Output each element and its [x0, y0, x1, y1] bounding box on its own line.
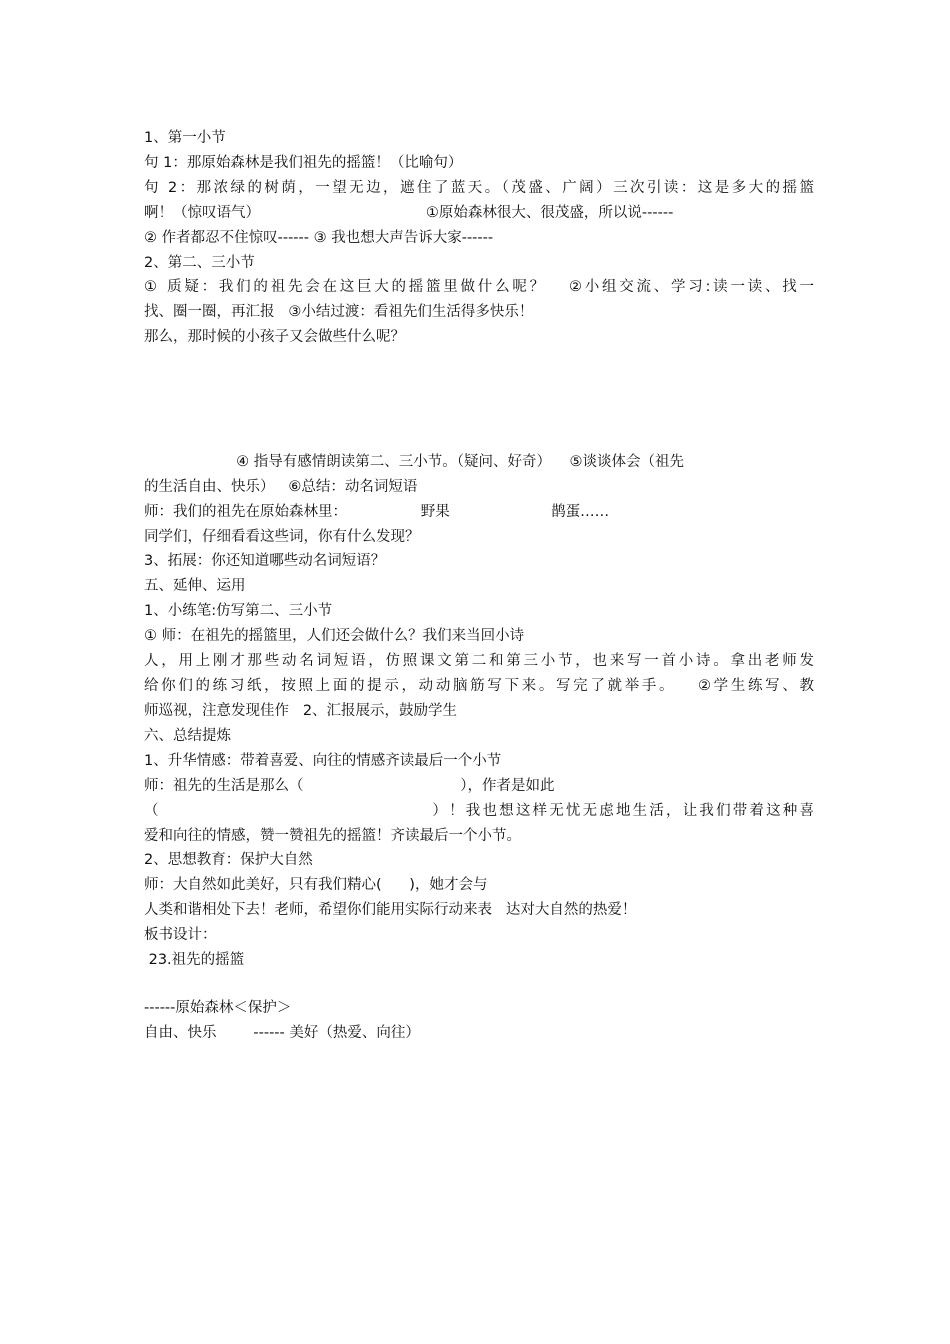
board-design-heading: 板书设计：: [144, 927, 217, 943]
text-line: （ ）！我也想这样无忧无虑地生活，让我们带着这种喜: [144, 803, 814, 819]
text-line: 人类和谐相处下去！老师，希望你们能用实际行动来表 达对大自然的热爱！: [144, 902, 637, 918]
section-heading-2: 2、第二、三小节: [144, 255, 255, 271]
text-line: 句 2：那浓绿的树荫，一望无边，遮住了蓝天。（茂盛、广阔）三次引读：这是多大的摇篮: [144, 180, 814, 196]
section-heading-3: 3、拓展：你还知道哪些动名词短语？: [144, 553, 386, 569]
text-line: ① 师：在祖先的摇篮里，人们还会做什么？我们来当回小诗: [144, 628, 525, 644]
text-line: 那么，那时候的小孩子又会做些什么呢？: [144, 329, 405, 345]
text-line: 找、圈一圈，再汇报 ③小结过渡：看祖先们生活得多快乐！: [144, 304, 534, 320]
text-line: 师：我们的祖先在原始森林里： 野果 鹊蛋……: [144, 504, 610, 520]
section-heading-5: 五、延伸、运用: [144, 578, 246, 594]
text-line: ② 作者都忍不住惊叹------ ③ 我也想大声告诉大家------: [144, 230, 494, 246]
board-title: 23.祖先的摇篮: [144, 952, 245, 968]
text-line: 爱和向往的情感，赞一赞祖先的摇篮！齐读最后一个小节。: [144, 828, 521, 844]
text-line: 啊！（惊叹语气） ①原始森林很大、很茂盛，所以说------: [144, 205, 674, 221]
text-line: 师巡视，注意发现佳作 2、汇报展示，鼓励学生: [144, 703, 458, 719]
text-line: 同学们，仔细看看这些词，你有什么发现？: [144, 529, 420, 545]
board-line: ------原始森林＜保护＞: [144, 1000, 292, 1016]
board-line: 自由、快乐 ------ 美好（热爱、向往）: [144, 1025, 420, 1041]
text-line: 给你们的练习纸，按照上面的提示，动动脑筋写下来。写完了就举手。 ②学生练写、教: [144, 678, 814, 694]
text-line: 2、思想教育：保护大自然: [144, 852, 313, 868]
text-line: 人，用上刚才那些动名词短语，仿照课文第二和第三小节，也来写一首小诗。拿出老师发: [144, 653, 814, 669]
text-line: 句 1：那原始森林是我们祖先的摇篮！（比喻句）: [144, 155, 463, 171]
text-line: 1、升华情感：带着喜爱、向往的情感齐读最后一个小节: [144, 753, 502, 769]
section-heading-1: 1、第一小节: [144, 130, 226, 146]
text-line: 的生活自由、快乐） ⑥总结：动名词短语: [144, 479, 418, 495]
text-line: 1、小练笔:仿写第二、三小节: [144, 603, 333, 619]
text-line: 师：祖先的生活是那么（ ），作者是如此: [144, 778, 555, 794]
text-line: 师：大自然如此美好，只有我们精心( )，她才会与: [144, 877, 488, 893]
text-line: ④ 指导有感情朗读第二、三小节。（疑问、好奇） ⑤谈谈体会（祖先: [144, 454, 684, 470]
section-heading-6: 六、总结提炼: [144, 728, 231, 744]
text-line: ① 质疑：我们的祖先会在这巨大的摇篮里做什么呢？ ②小组交流、学习:读一读、找一: [144, 279, 814, 295]
